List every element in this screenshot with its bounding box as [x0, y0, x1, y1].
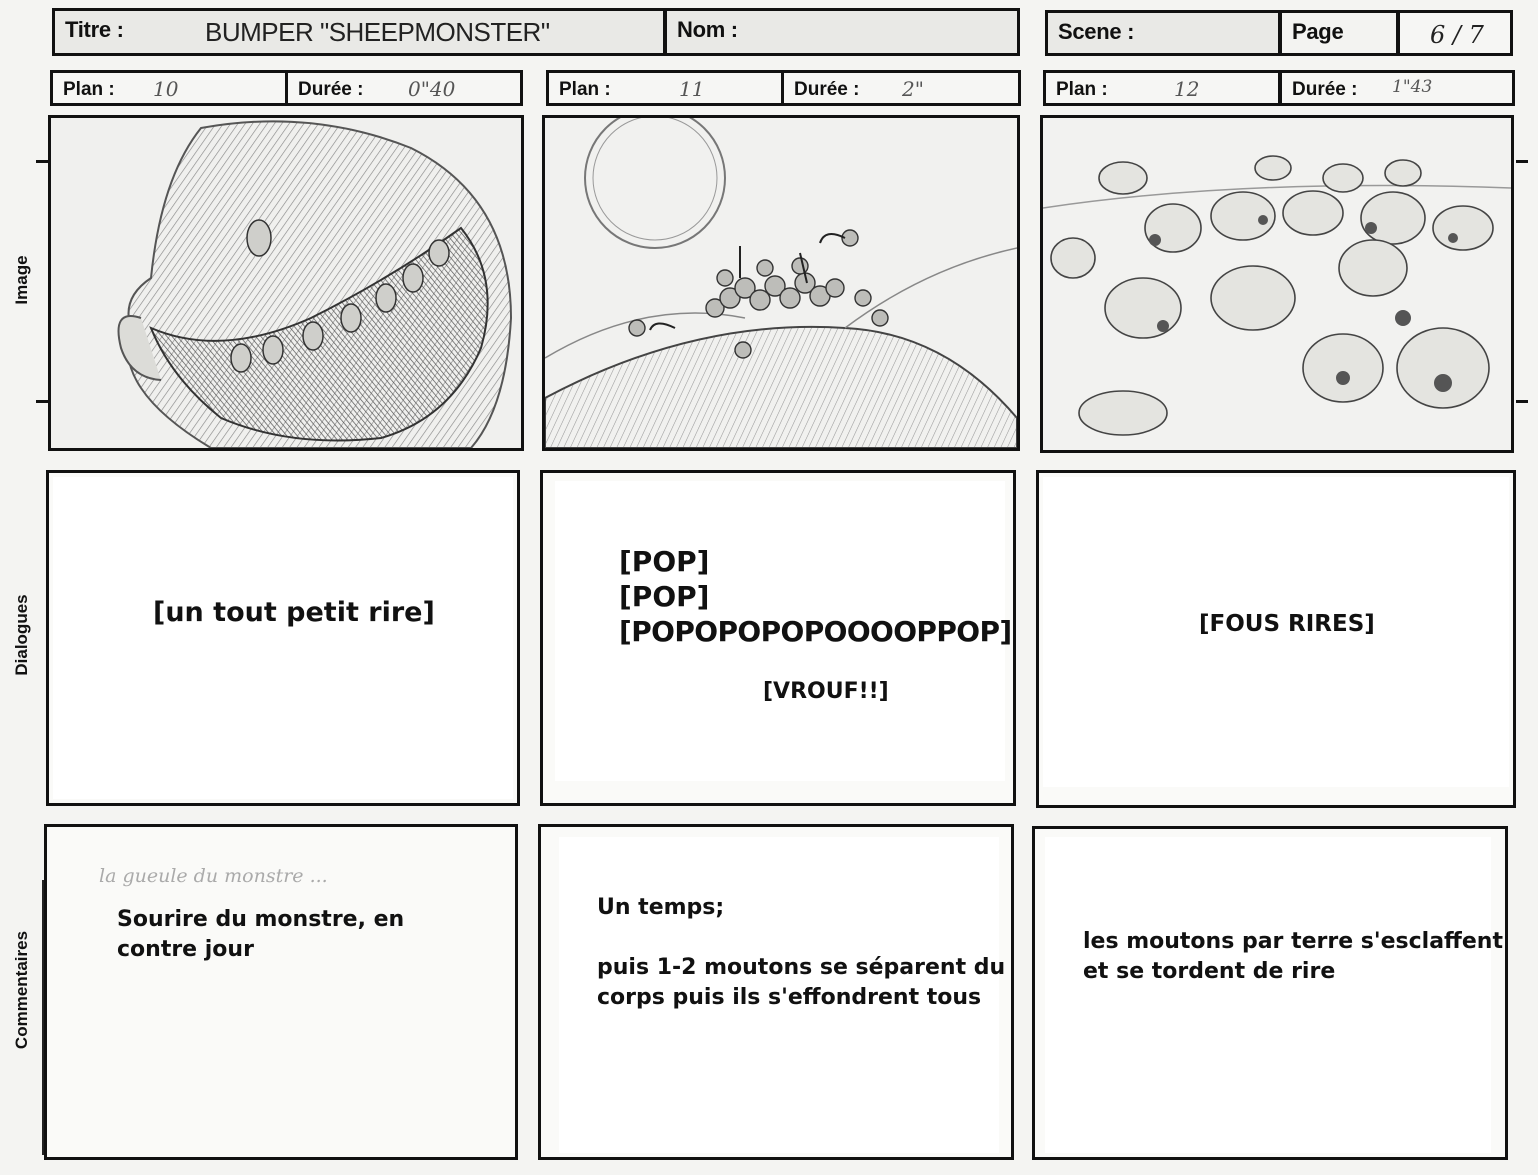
dialogue-text-2c: [POPOPOPOPOOOOPPOP] [619, 615, 1012, 648]
duree-value-1: 0"40 [408, 77, 456, 101]
page-value: 6 / 7 [1430, 21, 1484, 49]
comment-panel-1 [44, 824, 518, 1160]
comment-text-1: Sourire du monstre, en contre jour [117, 907, 405, 962]
image-panel-1 [48, 115, 524, 451]
row-tick-mark [1516, 160, 1528, 163]
side-label-image: Image [12, 255, 31, 305]
nom-field [664, 8, 1020, 56]
dialogue-text-2a: [POP] [619, 545, 710, 578]
duree-label-2: Durée : [794, 79, 860, 100]
dialogue-paper-1 [53, 477, 513, 799]
dialogue-panel-3 [1036, 470, 1516, 808]
titre-value: BUMPER "SHEEPMONSTER" [205, 17, 550, 47]
page-value-field [1397, 10, 1513, 56]
plan-field-1 [50, 70, 288, 106]
duree-label-3: Durée : [1292, 79, 1358, 100]
comment-panel-2 [538, 824, 1014, 1160]
row-tick-mark [36, 160, 48, 163]
plan-label-2: Plan : [559, 79, 611, 100]
image-panel-2 [542, 115, 1020, 451]
titre-label: Titre : [65, 17, 124, 42]
scene-field [1045, 10, 1281, 56]
page-field [1279, 10, 1399, 56]
page-label: Page [1292, 19, 1344, 44]
plan-value-1: 10 [153, 77, 179, 101]
plan-label-3: Plan : [1056, 79, 1108, 100]
sketch-sheep-pop [545, 118, 1017, 448]
plan-value-3: 12 [1174, 77, 1200, 101]
duree-field-2 [781, 70, 1021, 106]
duree-value-3: 1"43 [1392, 77, 1433, 97]
scene-label: Scene : [1058, 19, 1135, 44]
dialogue-panel-2 [540, 470, 1016, 806]
duree-value-2: 2" [902, 77, 924, 101]
plan-label-1: Plan : [63, 79, 115, 100]
row-tick-mark [36, 400, 48, 403]
side-label-commentaires: Commentaires [12, 930, 31, 1050]
sketch-monster-smile [51, 118, 521, 448]
duree-field-3 [1279, 70, 1515, 106]
comment-text-3: les moutons par terre s'esclaffent et se tordent de rire [1083, 929, 1503, 984]
side-label-dialogues: Dialogues [12, 594, 31, 676]
row-tick-mark [1516, 400, 1528, 403]
comment-text-2: Un temps; puis 1-2 moutons se séparent du corps puis ils s'effondrent tous [597, 895, 1006, 1010]
plan-field-2 [546, 70, 784, 106]
comment-pencil-1: la gueule du monstre ... [99, 865, 328, 887]
duree-field-1 [285, 70, 523, 106]
dialogue-text-1: [un tout petit rire] [153, 597, 435, 628]
dialogue-text-2b: [POP] [619, 580, 710, 613]
plan-field-3 [1043, 70, 1281, 106]
plan-value-2: 11 [679, 77, 705, 101]
comment-paper-3 [1045, 837, 1491, 1153]
comment-panel-3 [1032, 826, 1508, 1160]
image-panel-3 [1040, 115, 1514, 453]
dialogue-text-3: [FOUS RIRES] [1199, 611, 1375, 637]
sketch-sheep-laughing [1043, 118, 1511, 450]
nom-label: Nom : [677, 17, 738, 42]
dialogue-panel-1 [46, 470, 520, 806]
duree-label-1: Durée : [298, 79, 364, 100]
dialogue-text-2d: [VROUF!!] [763, 679, 889, 704]
titre-field [52, 8, 666, 56]
